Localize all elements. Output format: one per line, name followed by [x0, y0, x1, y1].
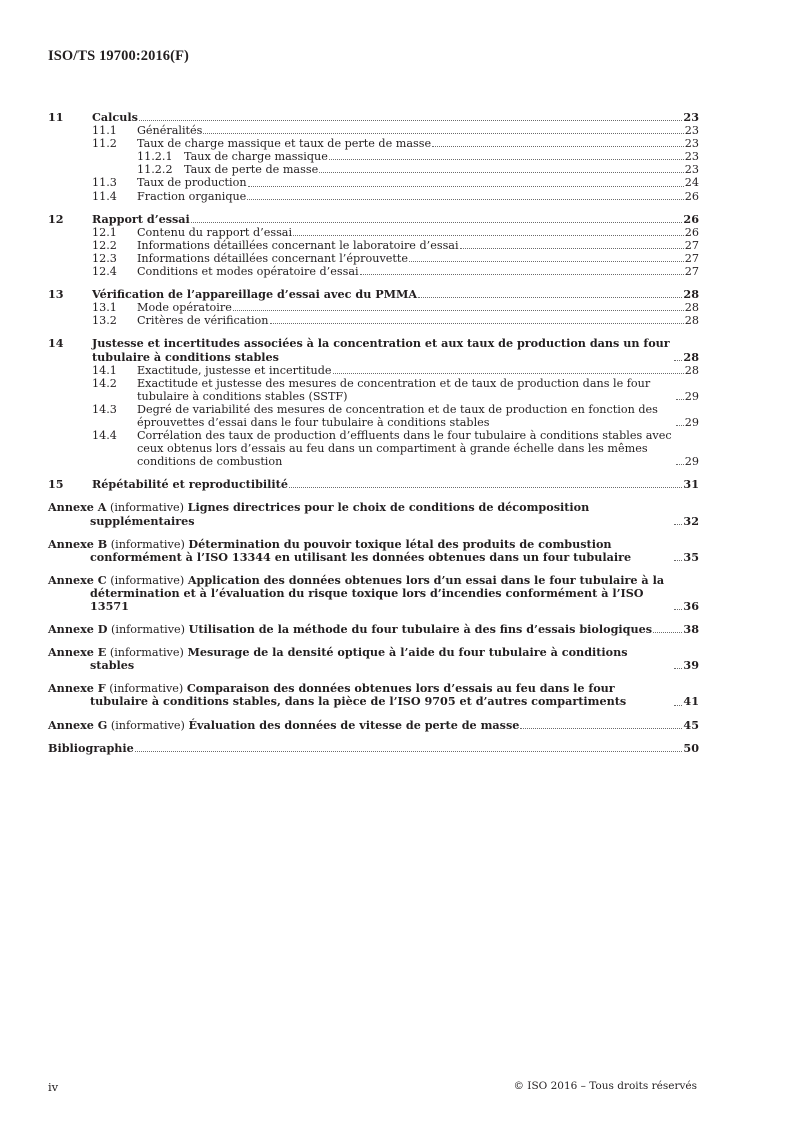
toc-entry-title: Degré de variabilité des mesures de concentration et de taux de production en fonction des éprouvettes d’essai dans le four tubulaire à conditions stables	[137, 402, 658, 429]
toc-entry-page: 27	[684, 251, 699, 265]
toc-leader-dots	[203, 133, 683, 134]
toc-entry-number: 11.2	[92, 137, 117, 151]
toc-entry[interactable]	[48, 742, 699, 755]
annex-title: Lignes directrices pour le choix de conditions de décomposition supplémentaires	[90, 500, 590, 528]
annex-status: (informative)	[106, 646, 188, 660]
toc-entry-title: Rapport d’essai	[92, 211, 190, 226]
toc-entry-title	[48, 682, 673, 708]
toc-entry-body	[48, 719, 699, 732]
toc-entry[interactable]	[48, 646, 699, 672]
annex-title: Mesurage de la densité optique à l’aide du four tubulaire à conditions stables	[90, 645, 628, 673]
toc-entry-page: 32	[683, 513, 699, 528]
toc-entry-page: 27	[684, 238, 699, 252]
toc-entry-page: 23	[683, 110, 699, 124]
toc-entry[interactable]	[48, 176, 699, 189]
toc-entry-title: Généralités	[137, 124, 203, 138]
toc-entry[interactable]	[48, 239, 699, 252]
toc-entry-body	[137, 124, 699, 137]
toc-entry-number: 11.2.2	[137, 163, 173, 177]
toc-entry-number: 11	[48, 110, 64, 124]
toc-entry-body	[137, 301, 699, 314]
toc-entry[interactable]	[48, 137, 699, 150]
annex-label: Annexe E	[48, 645, 107, 660]
toc-entry[interactable]	[48, 124, 699, 137]
toc-entry[interactable]	[48, 150, 699, 163]
toc-entry-body	[92, 213, 699, 226]
toc-leader-dots	[247, 199, 683, 200]
toc-entry-body	[137, 252, 699, 265]
toc-leader-dots	[135, 751, 683, 752]
annex-label: Annexe B	[48, 536, 108, 551]
toc-entry-body	[92, 337, 699, 363]
toc-entry-body	[48, 574, 699, 613]
toc-entry-page: 29	[684, 415, 699, 429]
toc-leader-dots	[319, 172, 684, 173]
toc-entry-body	[137, 314, 699, 327]
toc-entry[interactable]	[48, 163, 699, 176]
toc-entry-body	[184, 163, 699, 176]
toc-entry-page: 27	[684, 265, 699, 279]
toc-entry-body	[48, 538, 699, 564]
toc-leader-dots	[360, 274, 684, 275]
toc-entry[interactable]	[48, 377, 699, 403]
toc-leader-dots	[674, 524, 682, 525]
toc-entry[interactable]	[48, 364, 699, 377]
toc-entry-number: 15	[48, 477, 64, 492]
toc-leader-dots	[674, 560, 682, 561]
toc-leader-dots	[270, 323, 684, 324]
toc-entry-number: 13	[48, 287, 64, 302]
toc-entry-title: Informations détaillées concernant l’éprouvette	[137, 251, 408, 265]
toc-entry-page: 23	[684, 137, 699, 151]
toc-entry-number: 14.1	[92, 363, 117, 377]
copyright-notice: © ISO 2016 – Tous droits réservés	[513, 1080, 697, 1092]
toc-entry-page: 23	[684, 150, 699, 164]
toc-leader-dots	[418, 297, 682, 298]
toc-leader-dots	[289, 487, 682, 488]
toc-entry-page: 50	[683, 740, 699, 755]
toc-entry-title	[48, 646, 673, 672]
toc-leader-dots	[460, 248, 684, 249]
toc-leader-dots	[676, 425, 684, 426]
toc-entry[interactable]	[48, 213, 699, 226]
toc-entry-page: 26	[684, 225, 699, 239]
toc-entry[interactable]	[48, 574, 699, 613]
toc-leader-dots	[676, 399, 684, 400]
toc-leader-dots	[233, 310, 684, 311]
toc-entry-page: 35	[683, 549, 699, 564]
toc-entry-body	[137, 137, 699, 150]
toc-entry[interactable]	[48, 226, 699, 239]
toc-entry-title: Vérification de l’appareillage d’essai avec du PMMA	[92, 287, 418, 302]
toc-entry[interactable]	[48, 288, 699, 301]
toc-entry-page: 23	[684, 163, 699, 177]
toc-entry-title: Taux de production	[137, 176, 247, 190]
annex-title: Détermination du pouvoir toxique létal des produits de combustion conformément à l’ISO 13344 en utilisant les données obtenues dans un four tubulaire	[90, 536, 632, 564]
toc-entry-number: 12.1	[92, 225, 117, 239]
toc-entry[interactable]	[48, 429, 699, 468]
toc-entry-body	[48, 501, 699, 527]
toc-entry-body	[137, 265, 699, 278]
toc-entry-number: 12	[48, 211, 64, 226]
toc-entry-title: Critères de vérification	[137, 314, 269, 328]
toc-entry[interactable]	[48, 190, 699, 203]
toc-entry-title: Exactitude et justesse des mesures de concentration et de taux de production dans le four tubulaire à conditions stables (SSTF)	[137, 376, 651, 403]
toc-entry-body	[137, 429, 699, 468]
toc-entry-number: 13.1	[92, 301, 117, 315]
toc-entry-title	[48, 538, 673, 564]
toc-leader-dots	[139, 120, 683, 121]
toc-entry-title: Bibliographie	[48, 740, 134, 755]
toc-entry-page: 28	[684, 301, 699, 315]
toc-entry[interactable]	[48, 501, 699, 527]
toc-entry-number: 13.2	[92, 314, 117, 328]
toc-entry[interactable]	[48, 314, 699, 327]
toc-entry-body	[137, 226, 699, 239]
toc-entry-number: 11.3	[92, 176, 117, 190]
toc-entry[interactable]	[48, 403, 699, 429]
toc-leader-dots	[520, 728, 682, 729]
toc-entry-page: 24	[684, 176, 699, 190]
toc-entry-title: Taux de charge massique et taux de perte de masse	[137, 137, 432, 151]
toc-entry-number: 14.2	[92, 376, 117, 390]
toc-entry-number: 12.4	[92, 265, 117, 279]
toc-entry-title: Calculs	[92, 110, 138, 124]
toc-entry-page: 31	[683, 477, 699, 492]
toc-entry[interactable]	[48, 538, 699, 564]
toc-entry-number: 12.2	[92, 238, 117, 252]
toc-entry[interactable]	[48, 337, 699, 363]
toc-entry-body	[92, 111, 699, 124]
page-number: iv	[48, 1080, 59, 1094]
toc-entry-page: 28	[684, 363, 699, 377]
toc-leader-dots	[191, 222, 683, 223]
toc-entry[interactable]	[48, 111, 699, 124]
toc-entry-title: Justesse et incertitudes associées à la concentration et aux taux de production dans un four tubulaire à conditions stables	[92, 336, 670, 364]
toc-entry-title: Informations détaillées concernant le laboratoire d’essai	[137, 238, 459, 252]
toc-entry-page: 28	[684, 314, 699, 328]
annex-label: Annexe A	[48, 500, 107, 515]
annex-title: Utilisation de la méthode du four tubulaire à des fins d’essais biologiques	[188, 622, 653, 637]
annex-status: (informative)	[107, 718, 189, 732]
toc-entry-title: Corrélation des taux de production d’effluents dans le four tubulaire à conditions stables avec ceux obtenus lors d’essais au feu dans un compartiment à grande échelle dans les mêmes conditions de combustion	[137, 429, 672, 469]
toc-entry-page: 26	[683, 211, 699, 226]
annex-title: Comparaison des données obtenues lors d’essais au feu dans le four tubulaire à conditions stables, dans la pièce de l’ISO 9705 et d’autres compartiments	[90, 681, 627, 709]
annex-label: Annexe D	[48, 622, 108, 637]
toc-entry-page: 41	[683, 694, 699, 709]
toc-leader-dots	[293, 235, 684, 236]
toc-leader-dots	[248, 186, 684, 187]
toc-entry-number: 14	[48, 336, 64, 351]
toc-entry-title	[48, 501, 673, 527]
annex-status: (informative)	[107, 623, 189, 637]
toc-entry-page: 39	[683, 658, 699, 673]
toc-entry-body	[48, 742, 699, 755]
toc-entry-title: Répétabilité et reproductibilité	[92, 477, 288, 492]
annex-label: Annexe F	[48, 681, 106, 696]
annex-status: (informative)	[107, 537, 189, 551]
annex-status: (informative)	[106, 501, 188, 515]
toc-entry-body	[92, 288, 699, 301]
table-of-contents	[48, 111, 699, 755]
toc-entry-number: 11.4	[92, 189, 117, 203]
toc-entry-page: 36	[683, 599, 699, 613]
toc-entry-body	[137, 377, 699, 403]
annex-title: Application des données obtenues lors d’un essai dans le four tubulaire à la détermination et à l’évaluation du risque toxique lors d’incendies conformément à l’ISO 13571	[90, 572, 665, 613]
toc-leader-dots	[409, 261, 684, 262]
toc-entry-number: 11.2.1	[137, 150, 173, 164]
toc-entry[interactable]	[48, 252, 699, 265]
toc-entry-page: 23	[684, 124, 699, 138]
toc-entry-title: Taux de charge massique	[184, 150, 328, 164]
toc-entry-body	[48, 682, 699, 708]
toc-entry[interactable]	[48, 719, 699, 732]
toc-entry-page: 26	[684, 189, 699, 203]
toc-entry-title	[48, 574, 673, 613]
toc-leader-dots	[333, 373, 684, 374]
toc-leader-dots	[674, 705, 682, 706]
toc-entry-body	[137, 190, 699, 203]
toc-entry-page: 28	[683, 287, 699, 302]
toc-entry-title	[48, 623, 652, 636]
toc-entry-body	[92, 478, 699, 491]
toc-entry-page: 45	[683, 717, 699, 732]
toc-leader-dots	[674, 360, 682, 361]
toc-entry-title: Taux de perte de masse	[184, 163, 319, 177]
toc-entry-page: 38	[683, 622, 699, 637]
toc-entry-number: 14.3	[92, 402, 117, 416]
toc-entry-title: Fraction organique	[137, 189, 247, 203]
toc-entry-title: Conditions et modes opératoire d’essai	[137, 265, 359, 279]
toc-entry-number: 14.4	[92, 429, 117, 443]
toc-leader-dots	[674, 668, 682, 669]
toc-entry-body	[184, 150, 699, 163]
toc-entry-number: 12.3	[92, 251, 117, 265]
toc-entry-body	[48, 646, 699, 672]
toc-leader-dots	[432, 146, 684, 147]
annex-label: Annexe G	[48, 717, 108, 732]
annex-label: Annexe C	[48, 572, 107, 587]
toc-entry[interactable]	[48, 478, 699, 491]
document-header: ISO/TS 19700:2016(F)	[48, 48, 189, 64]
toc-entry-page: 28	[683, 349, 699, 364]
toc-entry-number: 11.1	[92, 124, 117, 138]
toc-leader-dots	[329, 159, 684, 160]
annex-status: (informative)	[105, 682, 187, 696]
toc-leader-dots	[676, 464, 684, 465]
toc-entry-title: Exactitude, justesse et incertitude	[137, 363, 332, 377]
toc-entry-page: 29	[684, 455, 699, 469]
toc-entry-title: Mode opératoire	[137, 301, 232, 315]
toc-entry-body	[48, 623, 699, 636]
toc-entry-body	[137, 403, 699, 429]
toc-entry-body	[137, 176, 699, 189]
toc-entry[interactable]	[48, 623, 699, 636]
toc-entry[interactable]	[48, 682, 699, 708]
toc-entry[interactable]	[48, 301, 699, 314]
toc-leader-dots	[653, 632, 682, 633]
annex-title: Évaluation des données de vitesse de perte de masse	[188, 717, 520, 732]
annex-status: (informative)	[106, 573, 188, 587]
toc-entry-title	[48, 719, 519, 732]
toc-leader-dots	[674, 609, 682, 610]
toc-entry-title: Contenu du rapport d’essai	[137, 225, 293, 239]
toc-entry-page: 29	[684, 389, 699, 403]
toc-entry[interactable]	[48, 265, 699, 278]
toc-entry-body	[137, 364, 699, 377]
toc-entry-body	[137, 239, 699, 252]
